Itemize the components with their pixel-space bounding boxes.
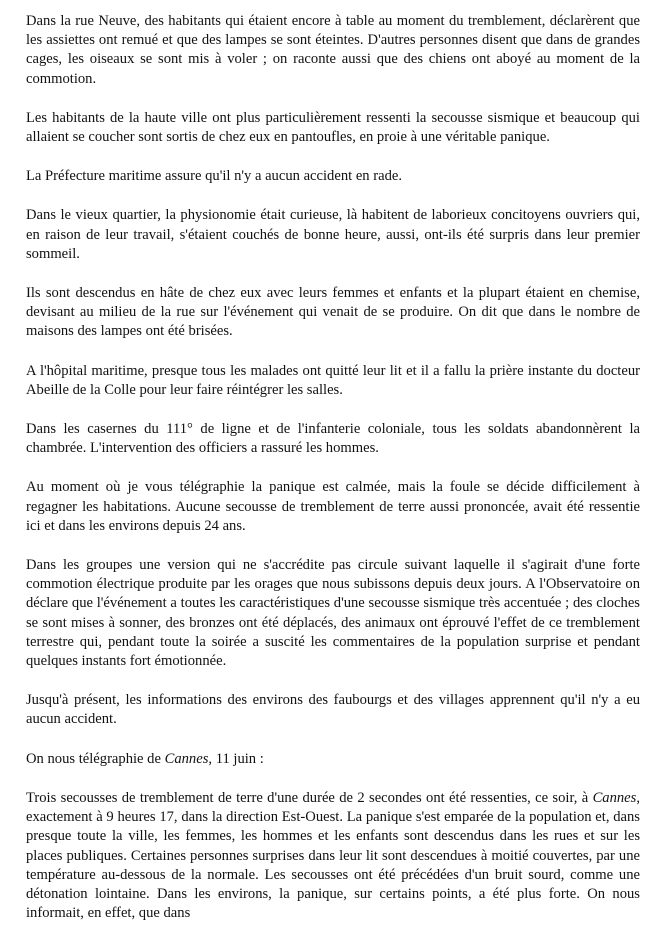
paragraph-prefecture (26, 167, 640, 186)
paragraph-casernes (26, 420, 640, 458)
paragraph-text: Ils sont descendus en hâte de chez eux avec leurs femmes et enfants et la plupart étaient en chemise, devisant au milieu de la rue sur l'événement qui venait de se produire. On dit que dans le nombre de maisons des lampes ont été brisées. (26, 285, 640, 340)
document-page (26, 12, 640, 943)
paragraph-text: Trois secousses de tremblement de terre d'une durée de 2 secondes ont été ressenties, ce soir, à (26, 789, 593, 806)
paragraph-telegraphie-cannes (26, 750, 640, 769)
place-name-cannes: Cannes (592, 789, 637, 806)
paragraph-text: Dans le vieux quartier, la physionomie était curieuse, là habitent de laborieux concitoyens ouvriers qui, en raison de leur travail, s'étaient couchés de bonne heure, aussi, ont-ils été surpris dans leur premier sommeil. (26, 207, 640, 262)
paragraph-text: Au moment où je vous télégraphie la panique est calmée, mais la foule se décide difficilement à regagner les habitations. Aucune secousse de tremblement de terre aussi prononcée, avait été ressentie ici et dans les environs depuis 24 ans. (26, 479, 640, 534)
paragraph-observatoire (26, 556, 640, 671)
place-name-cannes: Cannes (164, 750, 209, 767)
paragraph-text: Dans les groupes une version qui ne s'accrédite pas circule suivant laquelle il s'agirait d'une forte commotion électrique produite par les orages que nous subissons depuis deux jours. A l'Observatoire on déclare que l'événement a toutes les caractéristiques d'une secousse sismique très accentuée ; des cloches se sont mises à sonner, des bronzes ont été déplacés, des animaux ont éprouvé l'effet de ce tremblement terrestre qui, pendant toute la soirée a suscité les commentaires de la population surprise et pendant quelques instants fort émotionnée. (26, 557, 640, 670)
paragraph-text: A l'hôpital maritime, presque tous les malades ont quitté leur lit et il a fallu la prière instante du docteur Abeille de la Colle pour leur faire réintégrer les salles. (26, 362, 640, 398)
paragraph-vieux-quartier (26, 206, 640, 264)
paragraph-text: Dans la rue Neuve, des habitants qui étaient encore à table au moment du tremblement, déclarèrent que les assiettes ont remué et que des lampes se sont éteintes. D'autres personnes disent que dans de grandes cages, les oiseaux se sont mis à voler ; on raconte aussi que des chiens ont aboyé au moment de la commotion. (26, 13, 640, 87)
paragraph-text: Jusqu'à présent, les informations des environs des faubourgs et des villages apprennent qu'il n'y a eu aucun accident. (26, 692, 640, 728)
paragraph-panique-calmee (26, 478, 640, 536)
paragraph-trois-secousses (26, 789, 640, 923)
paragraph-rue-neuve (26, 12, 640, 89)
paragraph-text: Dans les casernes du 111° de ligne et de l'infanterie coloniale, tous les soldats abandonnèrent la chambrée. L'intervention des officiers a rassuré les hommes. (26, 421, 640, 457)
paragraph-text: On nous télégraphie de (26, 750, 165, 767)
paragraph-text: La Préfecture maritime assure qu'il n'y a aucun accident en rade. (26, 168, 403, 185)
paragraph-haute-ville (26, 109, 640, 147)
paragraph-informations (26, 691, 640, 729)
paragraph-hopital (26, 362, 640, 400)
paragraph-text: Les habitants de la haute ville ont plus particulièrement ressenti la secousse sismique et beaucoup qui allaient se coucher sont sortis de chez eux en pantoufles, en proie à une véritable panique. (26, 109, 640, 146)
paragraph-text: , 11 juin : (208, 750, 264, 767)
paragraph-descendus (26, 284, 640, 342)
paragraph-text: , exactement à 9 heures 17, dans la direction Est-Ouest. La panique s'est emparée de la population et, dans presque toute la ville, les femmes, les hommes et les enfants sont descendus dans les rues et sur les places publiques. Certaines personnes surprises dans leur lit sont descendues à moitié couvertes, par une température au-dessous de la normale. Les secousses ont été précédées d'un bruit sourd, comme une détonation lointaine. Dans les environs, la panique, sur certains points, a été plus forte. On nous informait, en effet, que dans (26, 789, 640, 922)
